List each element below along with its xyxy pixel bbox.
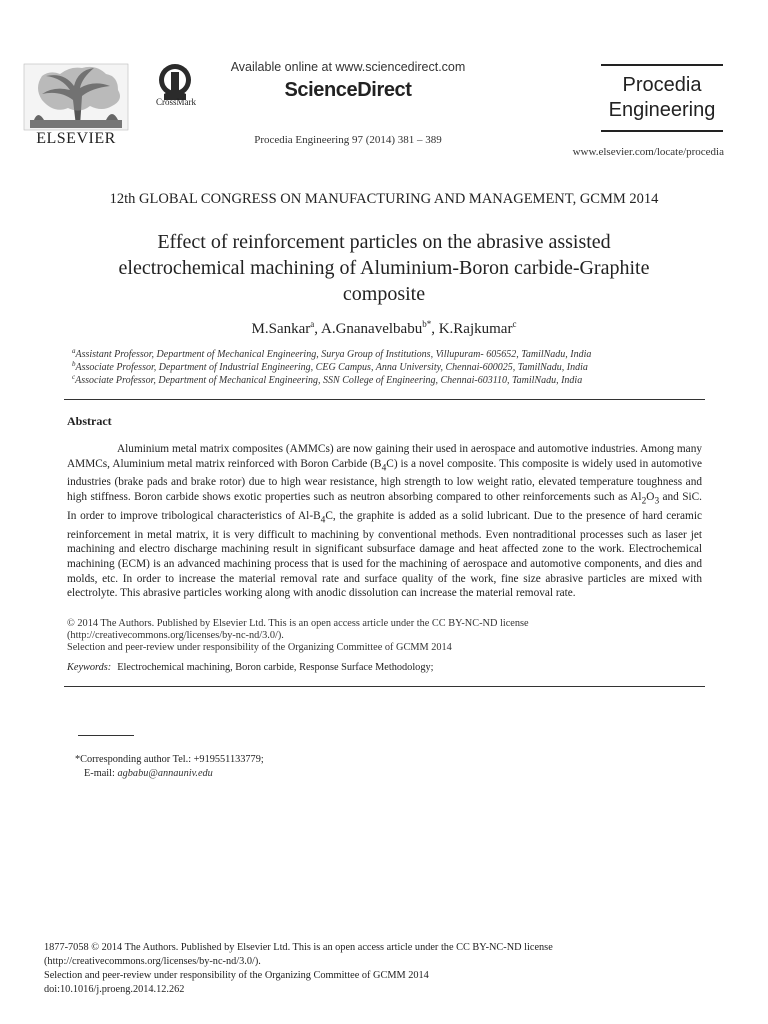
conference-name: 12th GLOBAL CONGRESS ON MANUFACTURING AND MANAGEMENT, GCMM 2014 bbox=[109, 191, 659, 207]
divider bbox=[64, 399, 705, 400]
footnote-rule bbox=[78, 735, 134, 736]
email-label: E-mail: bbox=[84, 768, 115, 779]
divider bbox=[64, 686, 705, 687]
author-separator: , bbox=[431, 321, 439, 337]
abstract-segment: C) is a novel composite. This composite is widely used in automotive industries (brake pads and brake rotor) due to high wear resistance, high strength to low weight ratio, elevated temperature toughness and high stiffness. Boron carbide shows exotic properties such as neutron absorbing compared to other reinforcements such as Al bbox=[67, 457, 703, 504]
affiliation-mark: b bbox=[72, 360, 76, 368]
author-affil-mark: a bbox=[310, 319, 315, 329]
journal-url-link[interactable]: www.elsevier.com/locate/procedia bbox=[572, 146, 724, 158]
affiliation-mark: a bbox=[72, 347, 76, 355]
license-link[interactable]: (http://creativecommons.org/licenses/by-nc-nd/3.0/). bbox=[67, 630, 284, 641]
affiliation bbox=[72, 349, 712, 360]
affiliation-mark: c bbox=[72, 373, 76, 381]
abstract-heading: Abstract bbox=[67, 414, 112, 428]
available-online-text[interactable]: Available online at www.sciencedirect.com bbox=[230, 60, 466, 74]
title-line: Effect of reinforcement particles on the abrasive assisted bbox=[157, 231, 611, 253]
subscript: 4 bbox=[381, 462, 387, 473]
title-line: composite bbox=[342, 283, 426, 305]
footer-peer-review: Selection and peer-review under responsibility of the Organizing Committee of GCMM 2014 bbox=[44, 970, 429, 981]
author-list bbox=[60, 321, 708, 338]
peer-review-text: Selection and peer-review under responsibility of the Organizing Committee of GCMM 2014 bbox=[67, 642, 452, 653]
author-affil-mark: b* bbox=[422, 319, 432, 329]
sciencedirect-logo[interactable]: ScienceDirect bbox=[284, 79, 412, 101]
keywords-text: Electrochemical machining, Boron carbide, Response Surface Methodology; bbox=[117, 662, 434, 673]
affiliation-text: Assistant Professor, Department of Mechanical Engineering, Surya Group of Institutions, Villupuram- 605652, TamilNadu, India bbox=[75, 349, 592, 360]
title-line: electrochemical machining of Aluminium-Boron carbide-Graphite bbox=[118, 257, 650, 279]
journal-citation: Procedia Engineering 97 (2014) 381 – 389 bbox=[254, 134, 442, 146]
abstract-segment: C, the graphite is added as a solid lubricant. Due to the presence of hard ceramic reinforcement in metal matrix, it is very difficult to machining by conventional methods. Even nontraditional processes such as laser jet machining and electro discharge machining result in significant subsurface damage and heat affected zone to the work. Electrochemical machining (ECM) is an advanced machining process that is used for the machining of aerospace and automotive components, and dies and molds, etc. In order to increase the material removal rate and surface quality of the work, fine size abrasive particles are mixed with electrolyte. This abrasive particles working along with anodic dissolution can increase the material removal rate. bbox=[67, 509, 702, 600]
keywords bbox=[67, 662, 707, 673]
abstract-segment: O bbox=[646, 491, 655, 504]
affiliation-text: Associate Professor, Department of Industrial Engineering, CEG Campus, Anna University, Chennai-600025, TamilNadu, India bbox=[75, 362, 588, 373]
author-affil-mark: c bbox=[512, 319, 517, 329]
author-name: K.Rajkumar bbox=[438, 321, 513, 337]
journal-name-box bbox=[601, 64, 723, 132]
affiliation-text: Associate Professor, Department of Mechanical Engineering, SSN College of Engineering, Chennai-603110, TamilNadu, India bbox=[75, 375, 583, 386]
license-text: © 2014 The Authors. Published by Elsevier Ltd. This is an open access article under the CC BY-NC-ND license bbox=[67, 618, 529, 629]
email-link[interactable]: agbabu@annauniv.edu bbox=[117, 768, 213, 779]
abstract-segment: Aluminium metal matrix composites (AMMCs) are now gaining their used in aerospace and automotive industries. Among many AMMCs, Aluminium metal matrix reinforced with Boron Carbide (B bbox=[67, 443, 702, 470]
subscript: 2 bbox=[641, 496, 647, 507]
abstract-text bbox=[67, 442, 702, 601]
author-name: A.Gnanavelbabu bbox=[320, 321, 423, 337]
footer-license-link[interactable]: (http://creativecommons.org/licenses/by-nc-nd/3.0/). bbox=[44, 956, 261, 967]
keywords-label: Keywords: bbox=[67, 662, 112, 673]
paper-title bbox=[60, 229, 708, 307]
publisher-name: ELSEVIER bbox=[36, 130, 116, 147]
subscript: 3 bbox=[654, 496, 660, 507]
affiliation bbox=[72, 375, 712, 386]
author-name: M.Sankar bbox=[251, 321, 311, 337]
abstract-segment: and SiC. In order to improve tribological characteristics of Al-B bbox=[67, 491, 702, 522]
author-separator: , bbox=[314, 321, 321, 337]
affiliation bbox=[72, 362, 712, 373]
footer-copyright: 1877-7058 © 2014 The Authors. Published by Elsevier Ltd. This is an open access article under the CC BY-NC-ND license bbox=[44, 942, 553, 953]
journal-name-line2: Engineering bbox=[608, 99, 716, 121]
corresponding-author: *Corresponding author Tel.: +919551133779; bbox=[75, 754, 264, 765]
email-line bbox=[84, 768, 213, 779]
crossmark-label: CrossMark bbox=[156, 97, 196, 107]
subscript: 4 bbox=[320, 515, 326, 526]
footer-doi[interactable]: doi:10.1016/j.proeng.2014.12.262 bbox=[44, 984, 185, 995]
journal-name-line1: Procedia bbox=[622, 74, 702, 96]
